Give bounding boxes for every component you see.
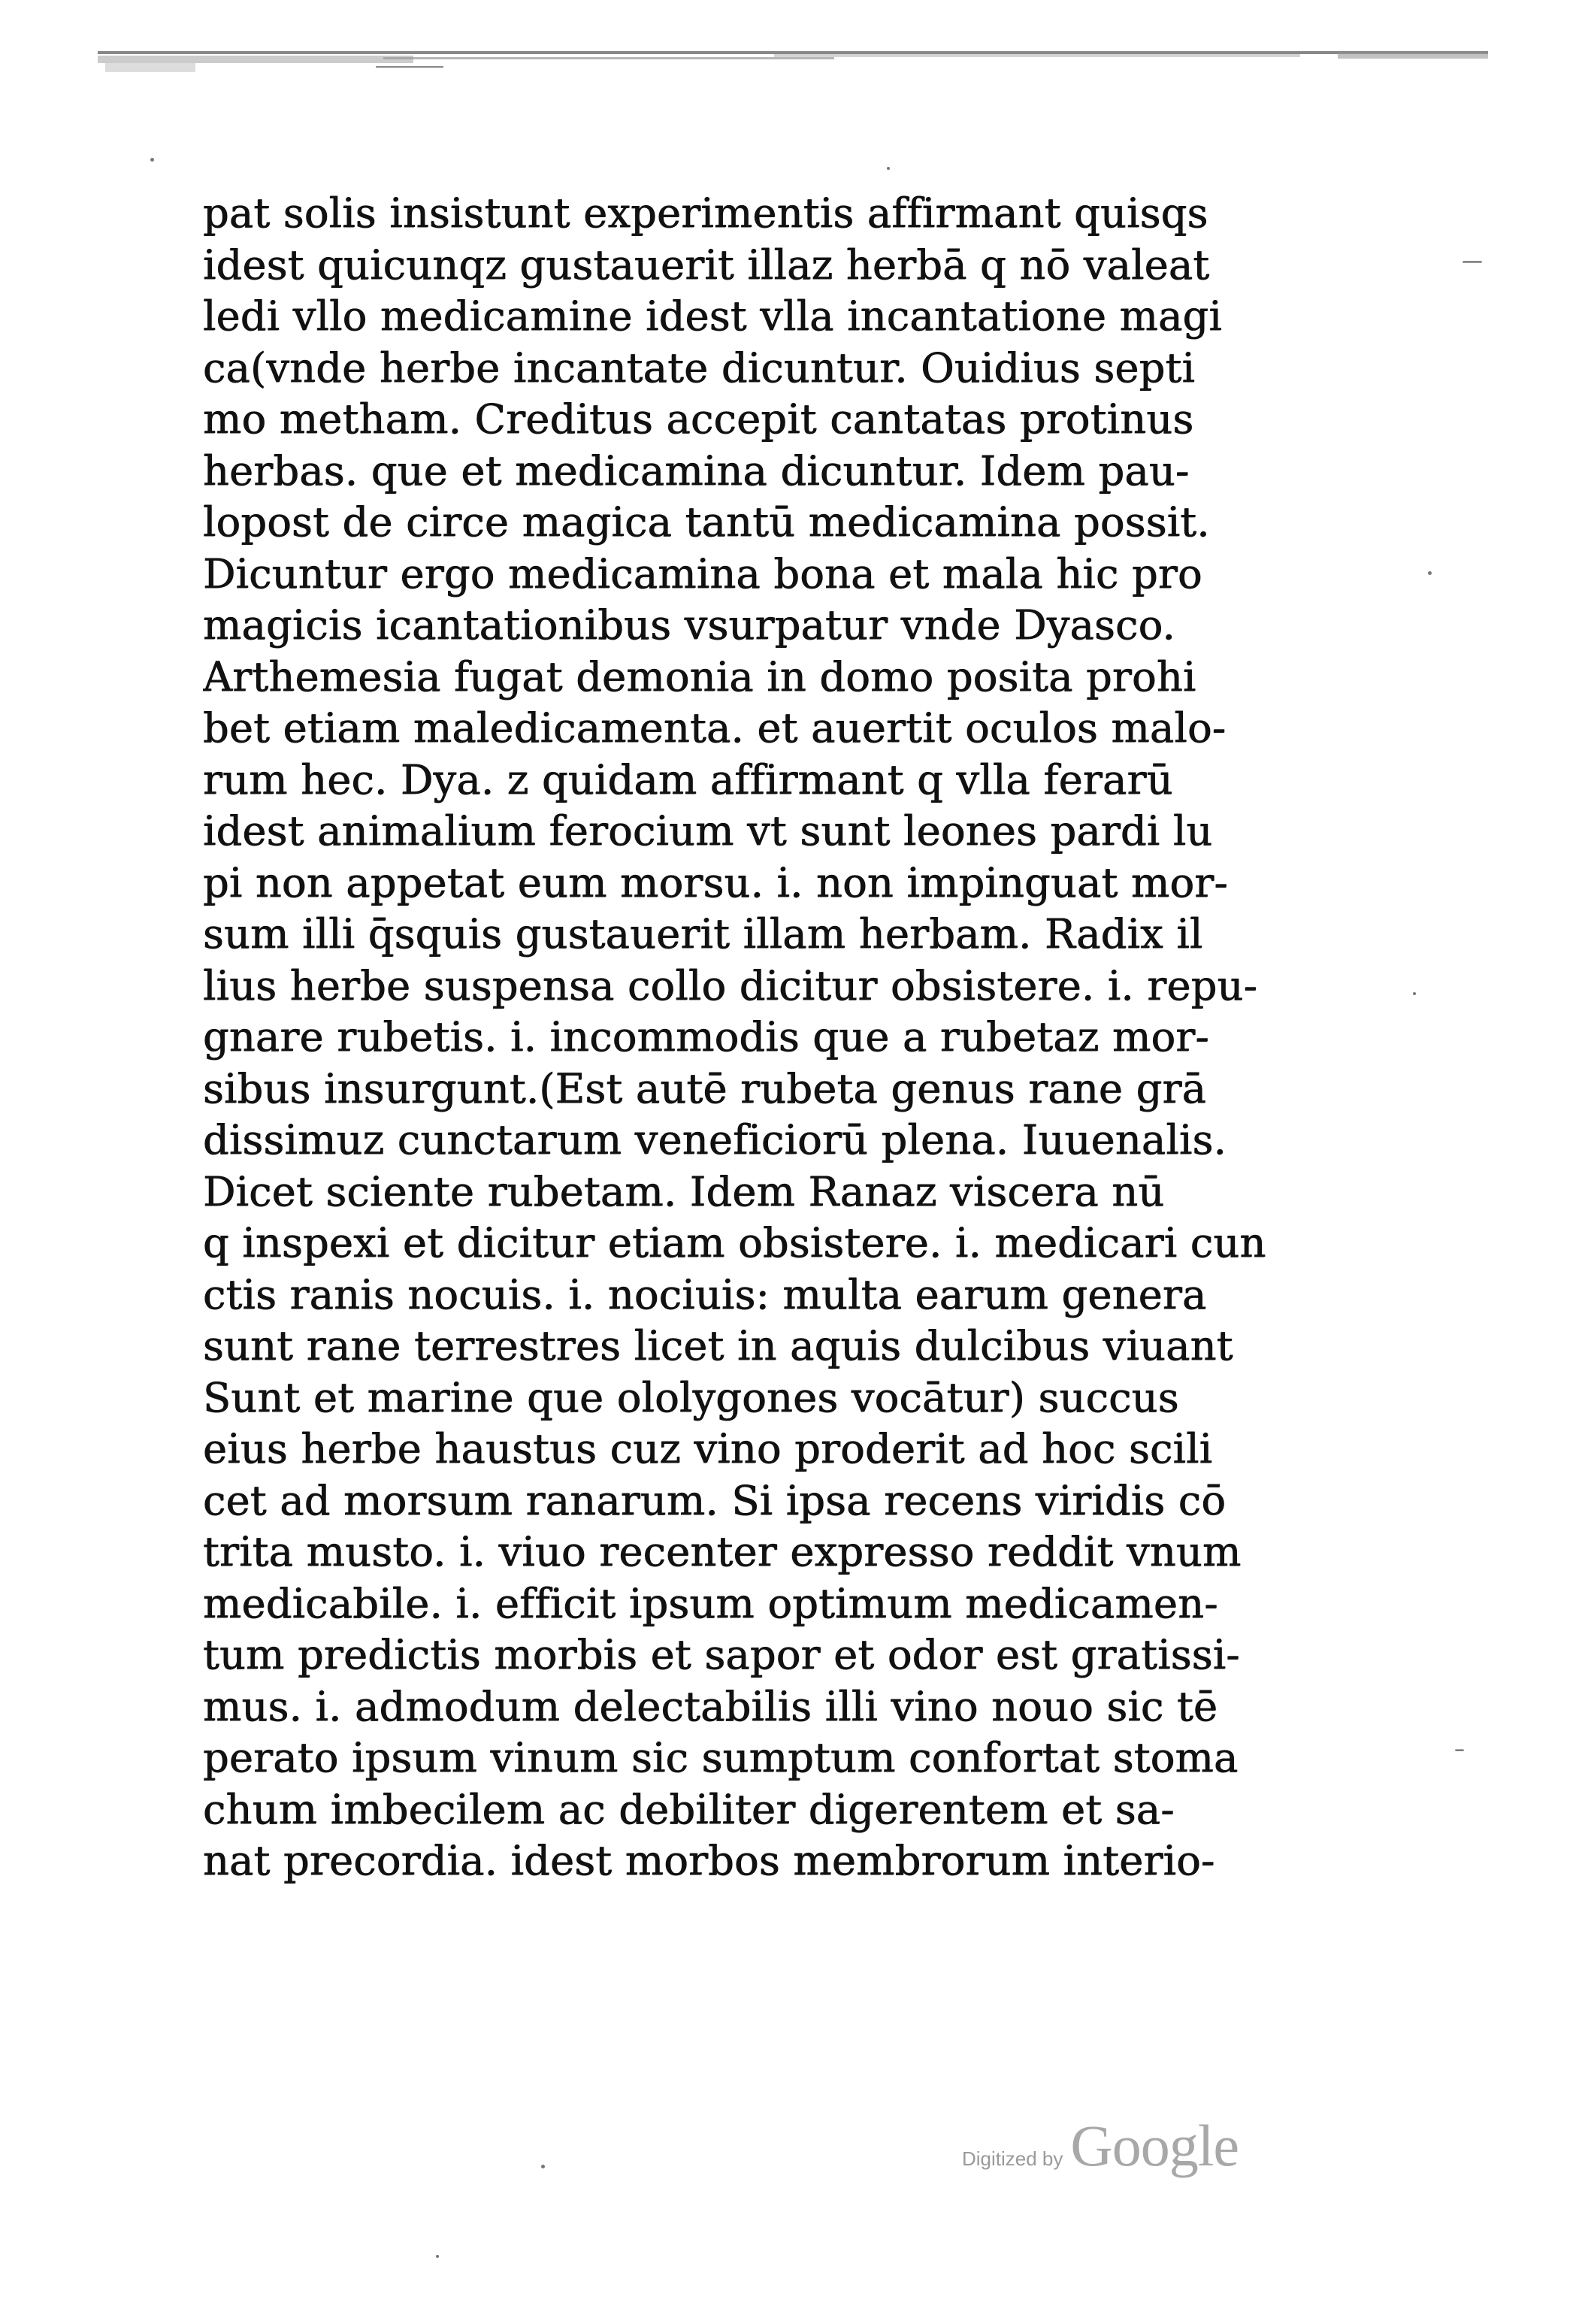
text-line: nat precordia. idest morbos membrorum interio- xyxy=(203,1837,1215,1884)
google-watermark xyxy=(962,2112,1308,2180)
text-line: magicis icantationibus vsurpatur vnde Dyasco. xyxy=(203,601,1175,649)
text-line: eius herbe haustus cuz vino proderit ad hoc scili xyxy=(203,1425,1213,1472)
text-line: sibus insurgunt.(Est autē rubeta genus rane grā xyxy=(203,1064,1207,1112)
text-line: mo metham. Creditus accepit cantatas protinus xyxy=(203,395,1194,443)
scan-speck xyxy=(150,158,154,162)
margin-mark: – xyxy=(1454,1736,1465,1761)
text-line: dissimuz cunctarum veneficiorū plena. Iuuenalis. xyxy=(203,1116,1227,1164)
text-line: cet ad morsum ranarum. Si ipsa recens viridis cō xyxy=(203,1476,1227,1524)
text-line: ctis ranis nocuis. i. nociuis: multa earum genera xyxy=(203,1270,1207,1318)
text-line: ledi vllo medicamine idest vlla incantatione magi xyxy=(203,292,1223,340)
text-line: bet etiam maledicamenta. et auertit oculos malo- xyxy=(203,704,1227,752)
text-line: Dicuntur ergo medicamina bona et mala hic pro xyxy=(203,549,1202,598)
text-line: q inspexi et dicitur etiam obsistere. i. medicari cun xyxy=(203,1219,1266,1266)
text-line: tum predictis morbis et sapor et odor est gratissi- xyxy=(203,1631,1240,1678)
text-line: rum hec. Dya. z quidam affirmant q vlla ferarū xyxy=(203,755,1173,803)
text-line: Dicet sciente rubetam. Idem Ranaz viscera nū xyxy=(203,1167,1165,1215)
text-line: lius herbe suspensa collo dicitur obsistere. i. repu- xyxy=(203,961,1258,1009)
scan-speck xyxy=(1428,571,1432,575)
text-line: pi non appetat eum morsu. i. non impinguat mor- xyxy=(203,858,1228,906)
text-line: chum imbecilem ac debiliter digerentem et sa- xyxy=(203,1785,1175,1833)
text-line: lopost de circe magica tantū medicamina possit. xyxy=(203,498,1210,546)
watermark-brand: Google xyxy=(1070,2113,1239,2178)
scan-speck xyxy=(887,167,890,170)
text-line: gnare rubetis. i. incommodis que a rubetaz mor- xyxy=(203,1013,1209,1061)
text-line: sunt rane terrestres licet in aquis dulcibus viuant xyxy=(203,1322,1233,1369)
text-line: medicabile. i. efficit ipsum optimum medicamen- xyxy=(203,1579,1218,1627)
margin-mark: — xyxy=(1462,248,1483,273)
scan-speck xyxy=(1413,992,1416,995)
watermark-prefix: Digitized by xyxy=(962,2147,1063,2170)
text-line: Arthemesia fugat demonia in domo posita prohi xyxy=(203,652,1196,701)
scan-speck xyxy=(541,2165,545,2168)
text-line: mus. i. admodum delectabilis illi vino nouo sic tē xyxy=(203,1682,1218,1730)
text-line: Sunt et marine que ololygones vocātur) succus xyxy=(203,1373,1179,1421)
scan-edge-noise xyxy=(98,47,1488,77)
text-line: idest animalium ferocium vt sunt leones pardi lu xyxy=(203,807,1213,855)
text-line: perato ipsum vinum sic sumptum confortat stoma xyxy=(203,1734,1239,1781)
text-line: herbas. que et medicamina dicuntur. Idem pau- xyxy=(203,446,1190,495)
text-line: pat solis insistunt experimentis affirmant quisqs xyxy=(203,189,1208,237)
text-line: idest quicunqz gustauerit illaz herbā q nō valeat xyxy=(203,241,1210,289)
scan-speck xyxy=(436,2255,439,2258)
text-line: trita musto. i. viuo recenter expresso reddit vnum xyxy=(203,1528,1242,1575)
text-line: sum illi q̄squis gustauerit illam herbam. Radix il xyxy=(203,910,1203,958)
text-line: ca(vnde herbe incantate dicuntur. Ouidius septi xyxy=(203,343,1196,392)
text-block xyxy=(203,188,1405,2157)
